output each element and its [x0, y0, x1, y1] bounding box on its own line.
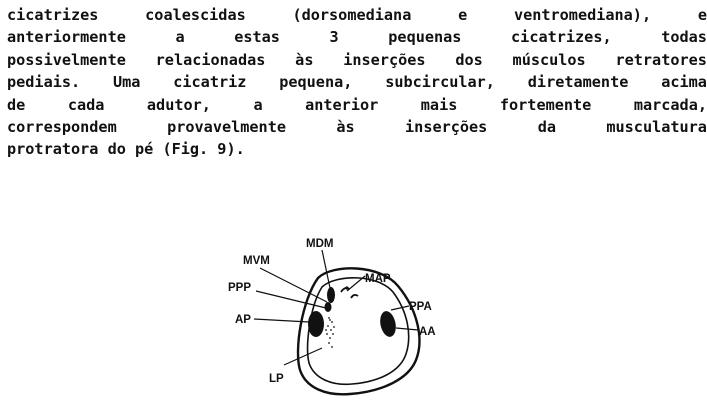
- word: inserções: [343, 50, 426, 69]
- word: a: [175, 28, 185, 47]
- word: inserções: [405, 117, 488, 136]
- paragraph-line: [7, 4, 707, 26]
- word: provavelmente: [167, 117, 286, 136]
- leader-line-aa: [396, 328, 418, 330]
- word: anteriormente: [7, 28, 126, 47]
- word: às: [295, 50, 314, 69]
- leader-line-mvm: [260, 268, 327, 302]
- word: subcircular,: [385, 73, 495, 92]
- anterior-small-scar: [345, 286, 348, 289]
- word: cicatrizes,: [511, 28, 612, 47]
- word: acima: [661, 73, 707, 92]
- word: anterior: [305, 95, 379, 114]
- stippled-midline: [325, 317, 335, 348]
- label-aa: AA: [419, 326, 436, 338]
- word: pediais.: [7, 73, 81, 92]
- leader-line-ppa: [391, 306, 409, 310]
- shell-diagram: [210, 230, 460, 410]
- word: músculos: [512, 50, 586, 69]
- word: possivelmente: [7, 50, 126, 69]
- leader-line-mdm: [322, 250, 330, 288]
- label-lp: LP: [269, 373, 284, 385]
- paragraph-line: [7, 116, 707, 138]
- posterior-pedal-protractor-scar: [325, 302, 332, 312]
- word: da: [537, 117, 556, 136]
- paragraph-line: [7, 26, 707, 48]
- posterior-adductor-scar: [308, 311, 324, 337]
- word: todas: [661, 28, 707, 47]
- figure-9-shell-diagram: [210, 230, 460, 410]
- word: e: [458, 6, 468, 24]
- word: às: [336, 117, 355, 136]
- label-mdm: MDM: [306, 238, 334, 250]
- word: musculatura: [606, 117, 707, 136]
- label-map: MAP: [365, 273, 391, 285]
- label-mvm: MVM: [243, 255, 270, 267]
- word: pequena,: [279, 73, 353, 92]
- word: diretamente: [527, 73, 629, 92]
- word: fortemente: [499, 95, 592, 114]
- paragraph-line: [7, 94, 707, 116]
- word: Uma: [112, 73, 141, 92]
- label-ppp: PPP: [228, 282, 252, 294]
- word: dos: [455, 50, 483, 69]
- paragraph-line: [7, 49, 707, 71]
- word: cada: [67, 95, 105, 114]
- word: coalescidas: [145, 6, 246, 24]
- word: relacionadas: [155, 50, 266, 69]
- paragraph-line: protratora do pé (Fig. 9).: [7, 140, 245, 159]
- word: de: [7, 95, 26, 114]
- paragraph: [7, 4, 707, 161]
- word: e: [697, 6, 707, 24]
- anterior-adductor-scar: [378, 310, 398, 339]
- word: estas: [234, 28, 280, 47]
- label-ppa: PPA: [409, 301, 432, 313]
- paragraph-line: [7, 71, 707, 93]
- word: ventromediana),: [513, 6, 652, 24]
- word: marcada,: [633, 95, 707, 114]
- anterior-small-scar: [351, 295, 358, 298]
- dorsomedian-scar: [327, 287, 335, 303]
- word: cicatrizes: [7, 6, 99, 24]
- word: adutor,: [146, 95, 211, 114]
- word: cicatriz: [173, 73, 247, 92]
- leader-line-lp: [284, 348, 322, 365]
- word: mais: [420, 95, 458, 114]
- word: (dorsomediana: [292, 6, 412, 24]
- word: pequenas: [388, 28, 462, 47]
- word: 3: [329, 28, 339, 47]
- word: a: [253, 95, 263, 114]
- label-ap: AP: [235, 314, 251, 326]
- word: retratores: [615, 50, 707, 69]
- word: correspondem: [7, 117, 117, 136]
